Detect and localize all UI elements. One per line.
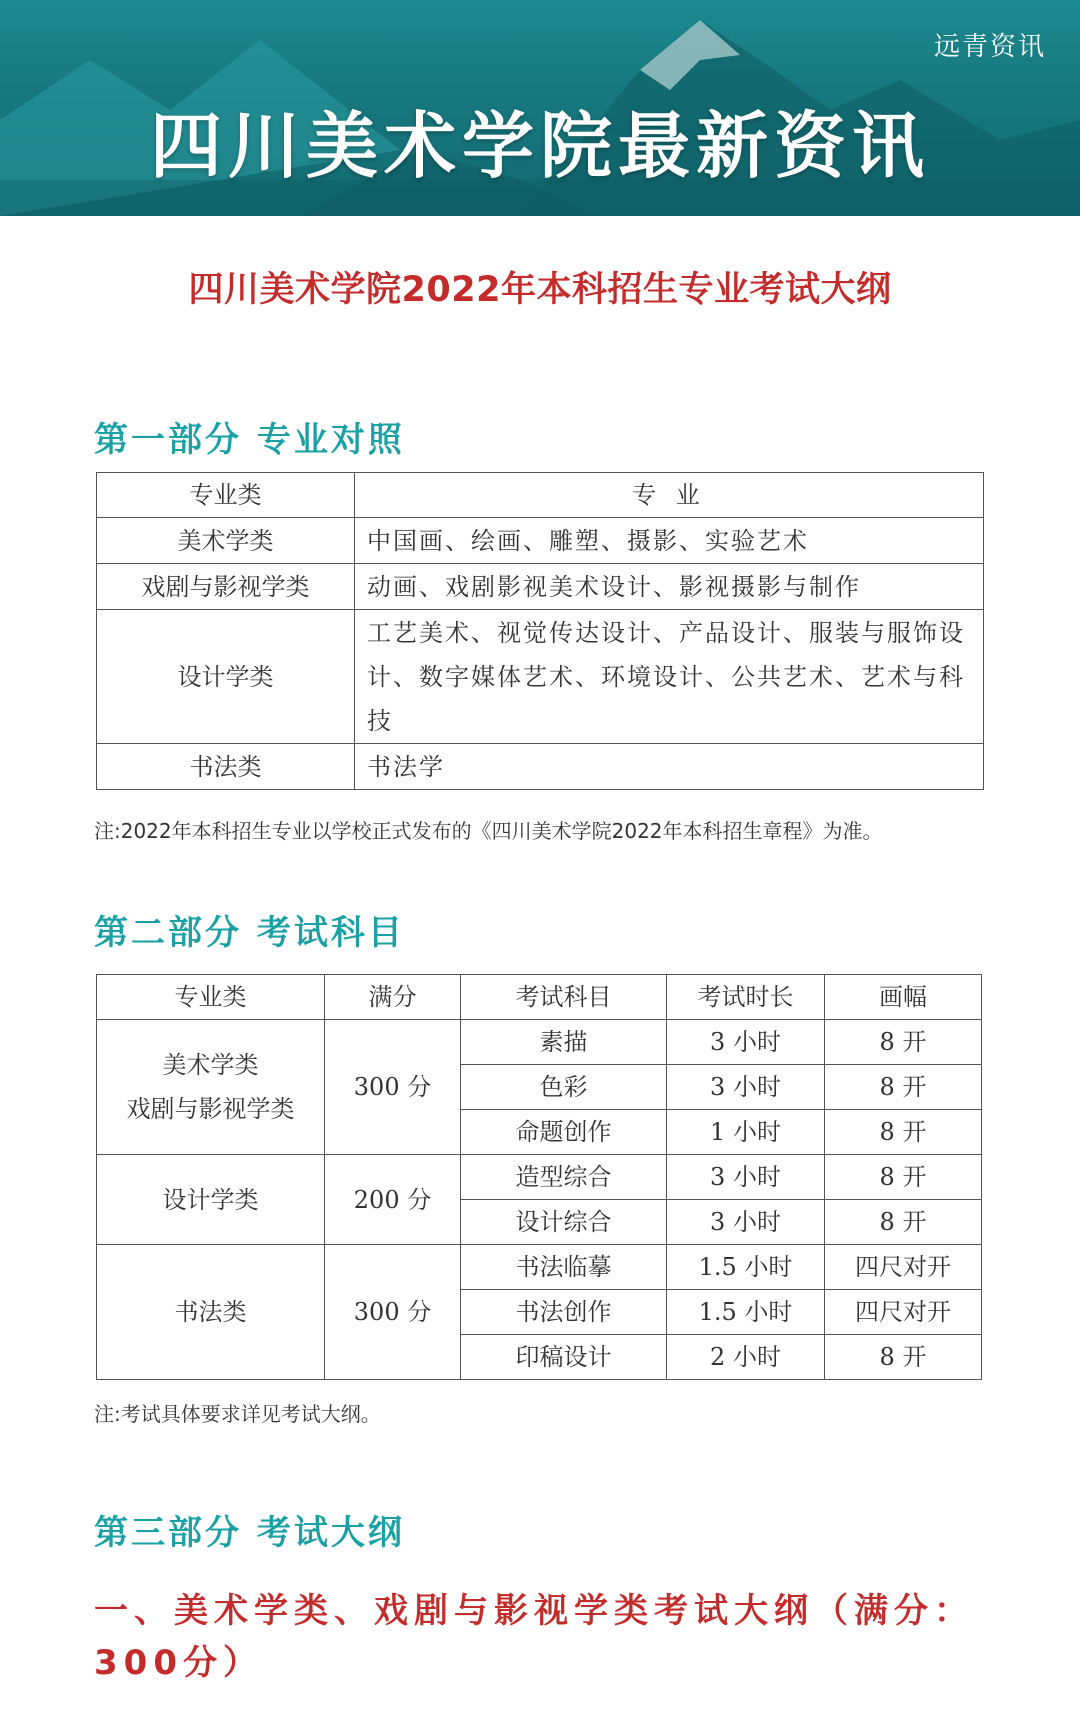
- category-cell: 设计学类: [97, 610, 355, 744]
- table-row: [97, 1155, 982, 1200]
- size-cell: 四尺对开: [825, 1245, 982, 1290]
- category-line: 戏剧与影视学类: [126, 1095, 295, 1123]
- size-cell: 8 开: [825, 1020, 982, 1065]
- subject-cell: 素描: [461, 1020, 667, 1065]
- brand-label: 远青资讯: [933, 32, 1046, 62]
- table-row: [97, 564, 984, 610]
- major-mapping-table: [96, 472, 984, 790]
- duration-cell: 1 小时: [667, 1110, 825, 1155]
- table-row: [97, 518, 984, 564]
- header-cell: 满分: [325, 975, 461, 1020]
- majors-cell: 工艺美术、视觉传达设计、产品设计、服装与服饰设计、数字媒体艺术、环境设计、公共艺术、艺术与科技: [355, 610, 984, 744]
- subject-cell: 印稿设计: [461, 1335, 667, 1380]
- duration-cell: 1.5 小时: [667, 1245, 825, 1290]
- subject-cell: 设计综合: [461, 1200, 667, 1245]
- majors-cell: 书法学: [355, 744, 984, 790]
- duration-cell: 3 小时: [667, 1020, 825, 1065]
- header-cell: 专业类: [97, 975, 325, 1020]
- category-cell: 戏剧与影视学类: [97, 564, 355, 610]
- subject-cell: 命题创作: [461, 1110, 667, 1155]
- header-cell: 考试时长: [667, 975, 825, 1020]
- table-row: [97, 610, 984, 744]
- section-title-part1: 第一部分 专业对照: [94, 420, 405, 460]
- size-cell: 8 开: [825, 1335, 982, 1380]
- category-line: 美术学类: [162, 1051, 259, 1079]
- header-cell: 画幅: [825, 975, 982, 1020]
- duration-cell: 1.5 小时: [667, 1290, 825, 1335]
- category-cell: 书法类: [97, 744, 355, 790]
- subject-cell: 色彩: [461, 1065, 667, 1110]
- duration-cell: 2 小时: [667, 1335, 825, 1380]
- exam-subjects-table: [96, 974, 982, 1380]
- header-cell: 专 业: [355, 473, 984, 518]
- part1-note: 注:2022年本科招生专业以学校正式发布的《四川美术学院2022年本科招生章程》为准。: [94, 819, 883, 843]
- subject-cell: 书法创作: [461, 1290, 667, 1335]
- majors-cell: 中国画、绘画、雕塑、摄影、实验艺术: [355, 518, 984, 564]
- table-header-row: [97, 473, 984, 518]
- score-cell: 200 分: [325, 1155, 461, 1245]
- header-cell: 专业类: [97, 473, 355, 518]
- part2-note: 注:考试具体要求详见考试大纲。: [94, 1402, 381, 1426]
- size-cell: 8 开: [825, 1110, 982, 1155]
- size-cell: 8 开: [825, 1065, 982, 1110]
- category-cell: 设计学类: [97, 1155, 325, 1245]
- score-cell: 300 分: [325, 1245, 461, 1380]
- section-title-part3: 第三部分 考试大纲: [94, 1513, 405, 1553]
- score-cell: 300 分: [325, 1020, 461, 1155]
- category-cell: 美术学类: [97, 518, 355, 564]
- category-cell: 书法类: [97, 1245, 325, 1380]
- part3-heading: 一、美术学类、戏剧与影视学类考试大纲（满分：300分）: [94, 1591, 974, 1683]
- header-cell: 考试科目: [461, 975, 667, 1020]
- subject-cell: 书法临摹: [461, 1245, 667, 1290]
- size-cell: 四尺对开: [825, 1290, 982, 1335]
- section-title-part2: 第二部分 考试科目: [94, 913, 405, 953]
- table-row: [97, 1245, 982, 1290]
- table-row: [97, 1020, 982, 1065]
- table-header-row: [97, 975, 982, 1020]
- majors-cell: 动画、戏剧影视美术设计、影视摄影与制作: [355, 564, 984, 610]
- size-cell: 8 开: [825, 1200, 982, 1245]
- duration-cell: 3 小时: [667, 1155, 825, 1200]
- document-title: 四川美术学院2022年本科招生专业考试大纲: [188, 270, 892, 310]
- size-cell: 8 开: [825, 1155, 982, 1200]
- header-banner: [0, 0, 1080, 216]
- duration-cell: 3 小时: [667, 1065, 825, 1110]
- table-row: [97, 744, 984, 790]
- banner-headline: 四川美术学院最新资讯: [149, 103, 930, 188]
- subject-cell: 造型综合: [461, 1155, 667, 1200]
- duration-cell: 3 小时: [667, 1200, 825, 1245]
- category-cell: [97, 1020, 325, 1155]
